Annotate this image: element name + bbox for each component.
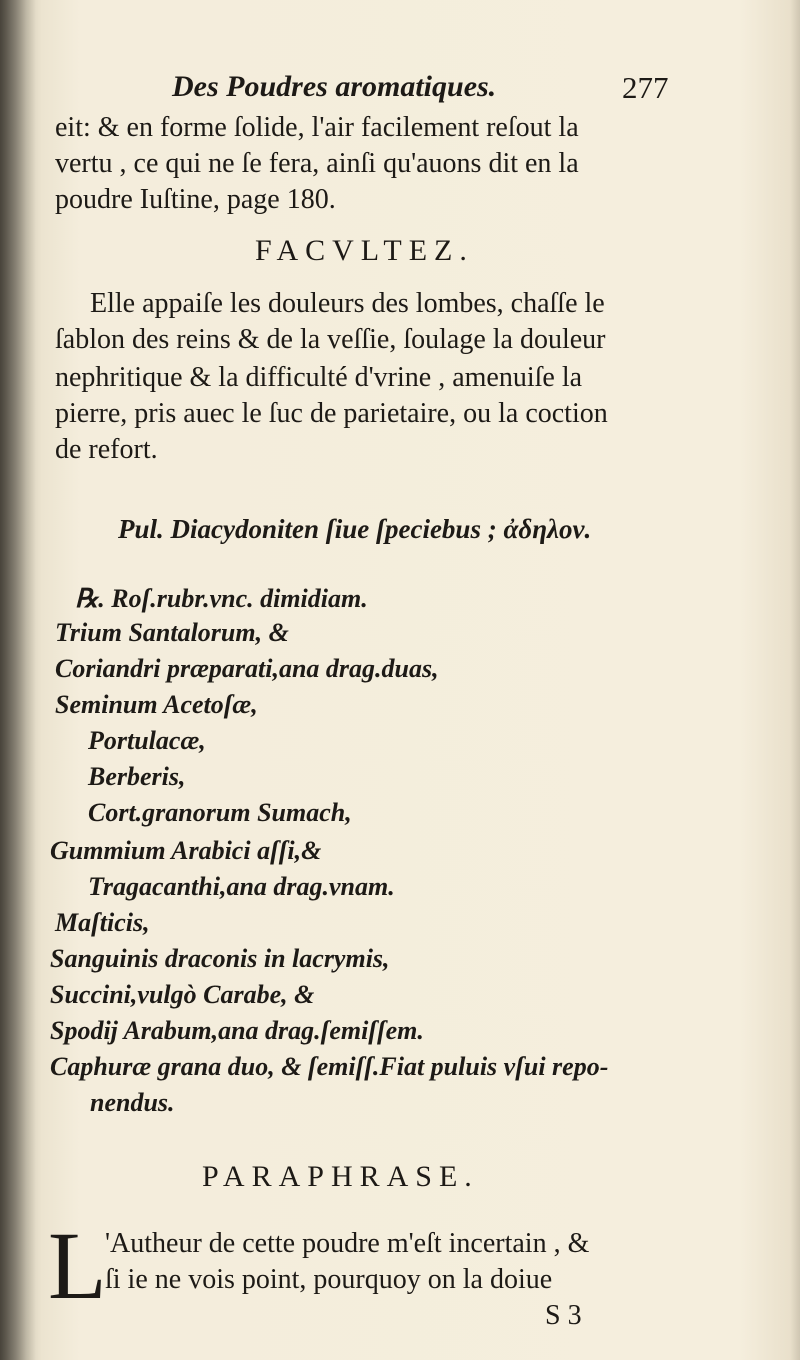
recipe-line: Gummium Arabici aſſi,& <box>50 836 322 865</box>
running-header: Des Poudres aromatiques. <box>172 70 497 103</box>
recipe-line: Spodij Arabum,ana drag.ſemiſſem. <box>50 1016 424 1045</box>
recipe-line: Portulacæ, <box>88 726 206 755</box>
recipe-line: Berberis, <box>88 762 186 791</box>
drop-cap: L <box>48 1212 107 1319</box>
text-line: Elle appaiſe les douleurs des lombes, chaſſe le <box>90 288 605 319</box>
recipe-line: Seminum Acetoſæ, <box>55 690 258 719</box>
recipe-line: Coriandri præparati,ana drag.duas, <box>55 654 439 683</box>
text-line: poudre Iuſtine, page 180. <box>55 184 336 215</box>
recipe-line: Cort.granorum Sumach, <box>88 798 352 827</box>
recipe-title: Pul. Diacydoniten ſiue ſpeciebus ; ἀδηλον. <box>118 514 592 544</box>
binding-shadow <box>0 0 36 1360</box>
text-line: vertu , ce qui ne ſe fera, ainſi qu'auons dit en la <box>55 148 579 179</box>
recipe-line: nendus. <box>90 1088 175 1117</box>
recipe-line: Succini,vulgò Carabe, & <box>50 980 315 1009</box>
text-line: pierre, pris auec le ſuc de parietaire, ou la coction <box>55 398 608 429</box>
signature-mark: S 3 <box>545 1300 582 1331</box>
text-line: ſablon des reins & de la veſſie, ſoulage la douleur <box>55 324 606 355</box>
recipe-line: Maſticis, <box>55 908 150 937</box>
recipe-line: Caphuræ grana duo, & ſemiſſ.Fiat puluis vſui repo- <box>50 1052 609 1081</box>
text-line: ſi ie ne vois point, pourquoy on la doiue <box>105 1264 553 1295</box>
recipe-line: ℞. Roſ.rubr.vnc. dimidiam. <box>75 584 368 613</box>
text-line: eit: & en forme ſolide, l'air facilement reſout la <box>55 112 579 143</box>
text-line: nephritique & la difficulté d'vrine , amenuiſe la <box>55 362 583 393</box>
recipe-line: Trium Santalorum, & <box>55 618 289 647</box>
text-line: 'Autheur de cette poudre m'eſt incertain , & <box>105 1228 590 1259</box>
section-heading-paraphrase: PARAPHRASE. <box>202 1160 479 1193</box>
text-line: de refort. <box>55 434 158 465</box>
recipe-line: Sanguinis draconis in lacrymis, <box>50 944 390 973</box>
section-heading-facultez: FACVLTEZ. <box>255 234 474 267</box>
recipe-line: Tragacanthi,ana drag.vnam. <box>88 872 395 901</box>
page-number: 277 <box>622 70 669 105</box>
